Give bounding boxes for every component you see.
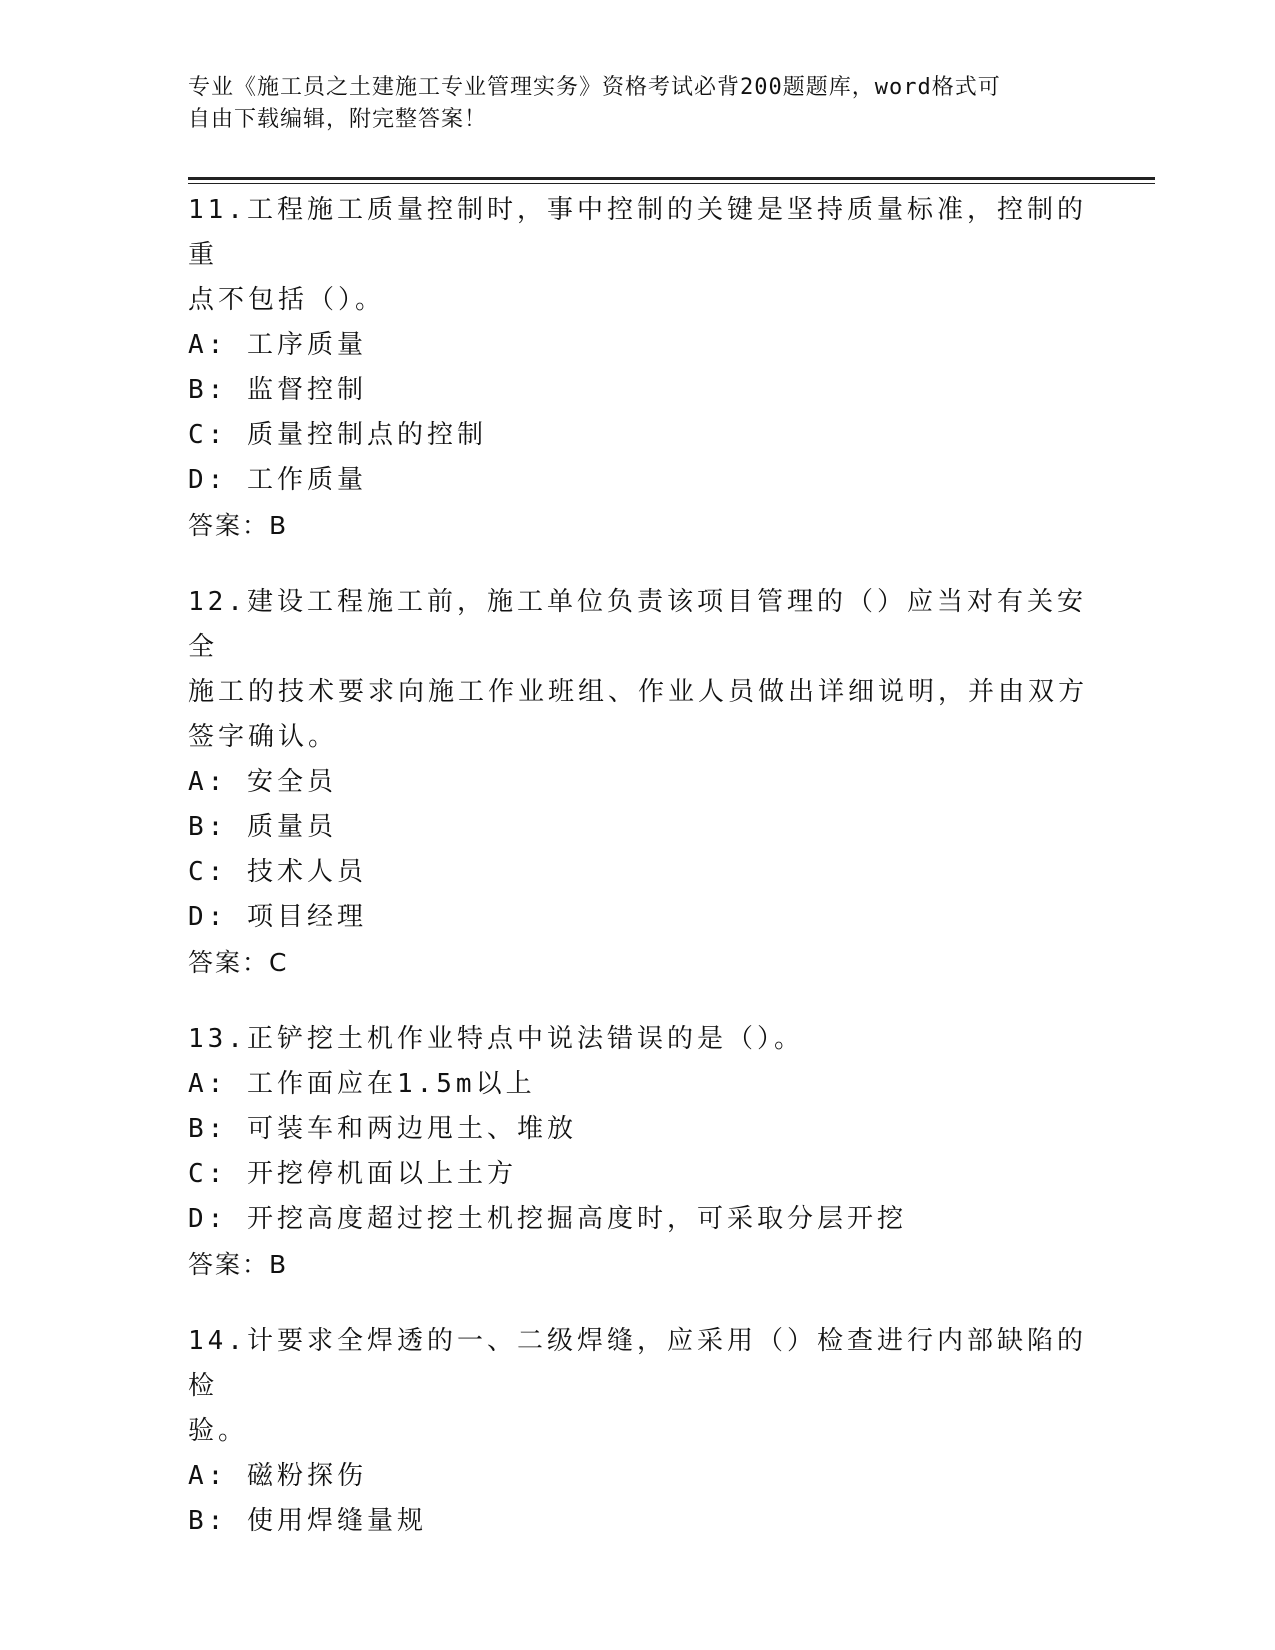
header-line-1: 专业《施工员之土建施工专业管理实务》资格考试必背200题题库，word格式可 <box>188 75 1001 100</box>
option-d: D: 开挖高度超过挖土机挖掘高度时，可采取分层开挖 <box>188 1204 907 1234</box>
question-12 <box>188 580 1088 985</box>
question-13 <box>188 1017 1088 1287</box>
question-11 <box>188 188 1088 548</box>
header-divider-thick <box>188 177 1155 180</box>
option-b: B: 可装车和两边甩土、堆放 <box>188 1114 577 1144</box>
document-header <box>188 72 1068 136</box>
answer: 答案：B <box>188 1250 289 1279</box>
question-stem-line: 验。 <box>188 1416 249 1446</box>
question-stem-line: 11.工程施工质量控制时，事中控制的关键是坚持质量标准，控制的重 <box>188 195 1087 270</box>
answer: 答案：C <box>188 948 289 977</box>
question-stem-line: 12.建设工程施工前，施工单位负责该项目管理的（）应当对有关安全 <box>188 587 1087 662</box>
option-b: B: 监督控制 <box>188 375 367 405</box>
option-a: A: 磁粉探伤 <box>188 1461 367 1491</box>
question-14 <box>188 1319 1088 1544</box>
question-stem-line: 施工的技术要求向施工作业班组、作业人员做出详细说明，并由双方 <box>188 677 1089 707</box>
header-line-2: 自由下载编辑，附完整答案！ <box>188 107 488 132</box>
option-c: C: 质量控制点的控制 <box>188 420 487 450</box>
option-a: A: 工作面应在1.5m以上 <box>188 1069 536 1099</box>
option-c: C: 技术人员 <box>188 857 367 887</box>
question-stem-line: 14.计要求全焊透的一、二级焊缝，应采用（）检查进行内部缺陷的检 <box>188 1326 1087 1401</box>
question-list <box>188 188 1088 1576</box>
question-stem-line: 签字确认。 <box>188 722 339 752</box>
option-b: B: 使用焊缝量规 <box>188 1506 427 1536</box>
option-d: D: 工作质量 <box>188 465 367 495</box>
question-stem-line: 13.正铲挖土机作业特点中说法错误的是（）。 <box>188 1024 804 1054</box>
answer: 答案：B <box>188 511 289 540</box>
option-d: D: 项目经理 <box>188 902 367 932</box>
question-stem-line: 点不包括（）。 <box>188 285 386 315</box>
option-b: B: 质量员 <box>188 812 337 842</box>
option-a: A: 工序质量 <box>188 330 367 360</box>
header-divider-thin <box>188 183 1155 184</box>
option-c: C: 开挖停机面以上土方 <box>188 1159 517 1189</box>
option-a: A: 安全员 <box>188 767 337 797</box>
